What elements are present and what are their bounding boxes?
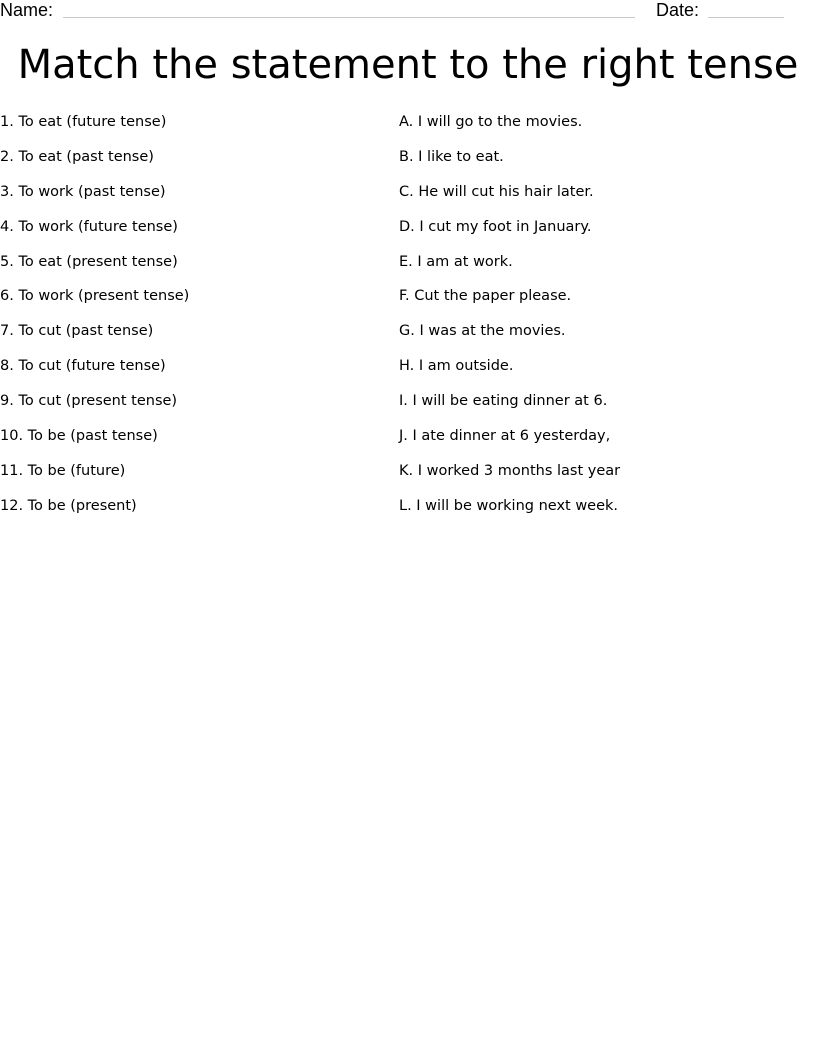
worksheet-title: Match the statement to the right tense: [17, 42, 799, 88]
answer-item: D. I cut my foot in January.: [399, 218, 592, 235]
header-row: [0, 0, 816, 22]
answer-list: [399, 112, 809, 531]
name-blank-line: [63, 17, 635, 18]
question-item: 6. To work (present tense): [0, 288, 190, 305]
answer-item: A. I will go to the movies.: [399, 114, 583, 130]
answer-item: B. I like to eat.: [399, 148, 504, 165]
answer-item: J. I ate dinner at 6 yesterday,: [399, 428, 611, 445]
question-item: 3. To work (past tense): [0, 183, 166, 200]
question-item: 5. To eat (present tense): [0, 253, 178, 270]
question-item: 9. To cut (present tense): [0, 393, 178, 410]
question-item: 1. To eat (future tense): [0, 114, 167, 130]
name-label: Name:: [0, 0, 54, 20]
answer-item: K. I worked 3 months last year: [399, 462, 621, 479]
answer-item: E. I am at work.: [399, 253, 513, 270]
answer-item: C. He will cut his hair later.: [399, 183, 594, 200]
answer-item: I. I will be eating dinner at 6.: [399, 393, 608, 410]
question-item: 12. To be (present): [0, 497, 137, 514]
question-item: 8. To cut (future tense): [0, 358, 166, 375]
question-list: [0, 112, 390, 531]
question-item: 4. To work (future tense): [0, 218, 178, 235]
answer-item: L. I will be working next week.: [399, 497, 619, 514]
date-label: Date:: [656, 0, 700, 20]
answer-item: G. I was at the movies.: [399, 323, 566, 340]
question-item: 10. To be (past tense): [0, 428, 158, 445]
question-item: 11. To be (future): [0, 462, 126, 479]
date-blank-line: [708, 17, 784, 18]
answer-item: H. I am outside.: [399, 358, 514, 375]
question-item: 7. To cut (past tense): [0, 323, 154, 340]
question-item: 2. To eat (past tense): [0, 148, 154, 165]
answer-item: F. Cut the paper please.: [399, 288, 572, 305]
